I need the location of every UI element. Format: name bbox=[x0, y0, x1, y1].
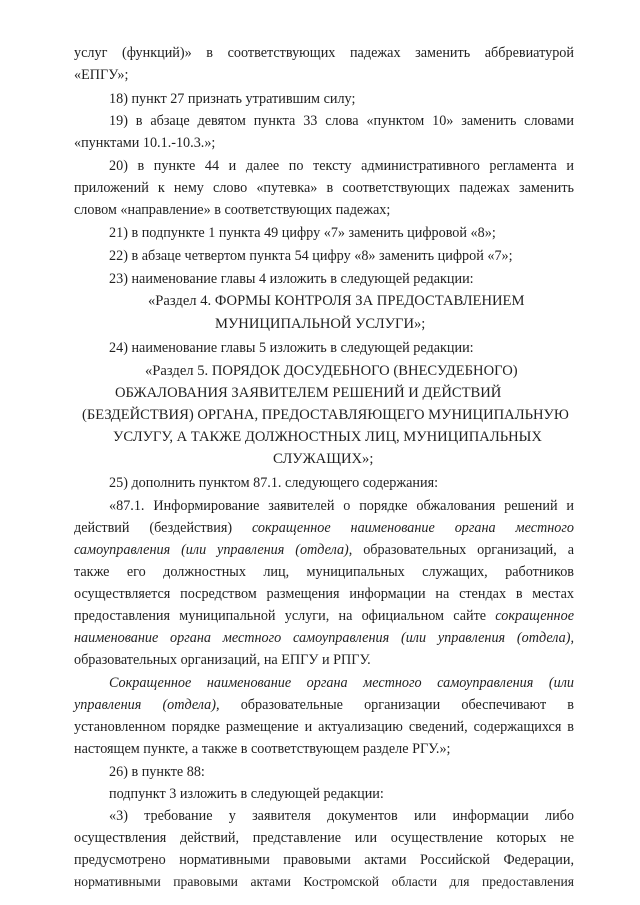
text-line bbox=[74, 541, 574, 559]
text-span: предоставления муниципальной услуги, на официальном сайте bbox=[74, 608, 496, 624]
text-span: образовательные организации обеспечивают в bbox=[240, 697, 574, 713]
placeholder-text: сокращенное bbox=[495, 608, 574, 624]
text-line: установленном порядке размещение и актуализацию сведений, содержащихся в bbox=[74, 719, 574, 735]
item-18: 18) пункт 27 признать утратившим силу; bbox=[109, 91, 356, 107]
text-line: услуг (функций)» в соответствующих падежах заменить аббревиатурой bbox=[74, 45, 574, 61]
placeholder-text: самоуправления (или управления (отдела) bbox=[74, 542, 349, 558]
text-line: настоящем пункте, а также в соответствующем разделе РГУ.»; bbox=[74, 741, 451, 757]
text-line: осуществляется посредством размещения информации на стендах в местах bbox=[74, 586, 574, 602]
text-line: также его должностных лиц, муниципальных служащих, работников bbox=[74, 564, 574, 580]
text-span: действий (бездействия) bbox=[74, 520, 252, 536]
text-line: предусмотрено нормативными правовыми актами Российской Федерации, bbox=[74, 852, 574, 868]
text-line bbox=[74, 696, 574, 714]
item-25: 25) дополнить пунктом 87.1. следующего содержания: bbox=[109, 475, 439, 491]
text-line bbox=[74, 519, 574, 537]
section-5-heading: «Раздел 5. ПОРЯДОК ДОСУДЕБНОГО (ВНЕСУДЕБНОГО) bbox=[145, 363, 518, 379]
placeholder-text: сокращенное наименование органа местного bbox=[251, 520, 574, 536]
section-5-heading-cont: ОБЖАЛОВАНИЯ ЗАЯВИТЕЛЕМ РЕШЕНИЙ И ДЕЙСТВИЙ bbox=[115, 385, 502, 401]
text-line: приложений к нему слово «путевка» в соответствующих падежах заменить bbox=[74, 180, 574, 196]
text-line: нормативными правовыми актами Костромской области для предоставления bbox=[74, 874, 574, 889]
item-22: 22) в абзаце четвертом пункта 54 цифру «8» заменить цифрой «7»; bbox=[109, 248, 513, 264]
text-line bbox=[74, 607, 574, 625]
text-line: «пунктами 10.1.-10.3.»; bbox=[74, 135, 216, 151]
section-5-heading-cont: УСЛУГУ, А ТАКЖЕ ДОЛЖНОСТНЫХ ЛИЦ, МУНИЦИПАЛЬНЫХ bbox=[113, 429, 542, 445]
text-line: «ЕПГУ»; bbox=[74, 67, 129, 83]
text-span: , образовательных организаций, а bbox=[348, 542, 574, 558]
section-4-heading-cont: МУНИЦИПАЛЬНОЙ УСЛУГИ»; bbox=[215, 316, 426, 332]
item-20: 20) в пункте 44 и далее по тексту административного регламента и bbox=[109, 158, 574, 174]
section-5-heading-cont: СЛУЖАЩИХ»; bbox=[273, 451, 374, 467]
item-23: 23) наименование главы 4 изложить в следующей редакции: bbox=[109, 271, 474, 287]
item-19: 19) в абзаце девятом пункта 33 слова «пунктом 10» заменить словами bbox=[109, 113, 574, 129]
item-26: 26) в пункте 88: bbox=[109, 764, 205, 780]
clause-87-1: «87.1. Информирование заявителей о порядке обжалования решений и bbox=[109, 498, 574, 514]
item-21: 21) в подпункте 1 пункта 49 цифру «7» заменить цифровой «8»; bbox=[109, 225, 496, 241]
text-line: образовательных организаций, на ЕПГУ и РПГУ. bbox=[74, 652, 371, 668]
text-line: словом «направление» в соответствующих падежах; bbox=[74, 202, 391, 218]
placeholder-text: управления (отдела), bbox=[74, 697, 241, 713]
text-line: осуществления действий, представление или осуществление которых не bbox=[74, 830, 574, 846]
placeholder-text: наименование органа местного самоуправления (или управления (отдела), bbox=[74, 630, 574, 646]
placeholder-text: Сокращенное наименование органа местного самоуправления (или bbox=[109, 675, 574, 691]
text-line: подпункт 3 изложить в следующей редакции: bbox=[109, 786, 384, 802]
subitem-3: «3) требование у заявителя документов или информации либо bbox=[109, 808, 574, 824]
section-5-heading-cont: (БЕЗДЕЙСТВИЯ) ОРГАНА, ПРЕДОСТАВЛЯЮЩЕГО МУНИЦИПАЛЬНУЮ bbox=[82, 407, 569, 423]
item-24: 24) наименование главы 5 изложить в следующей редакции: bbox=[109, 340, 474, 356]
section-4-heading: «Раздел 4. ФОРМЫ КОНТРОЛЯ ЗА ПРЕДОСТАВЛЕНИЕМ bbox=[148, 293, 525, 309]
